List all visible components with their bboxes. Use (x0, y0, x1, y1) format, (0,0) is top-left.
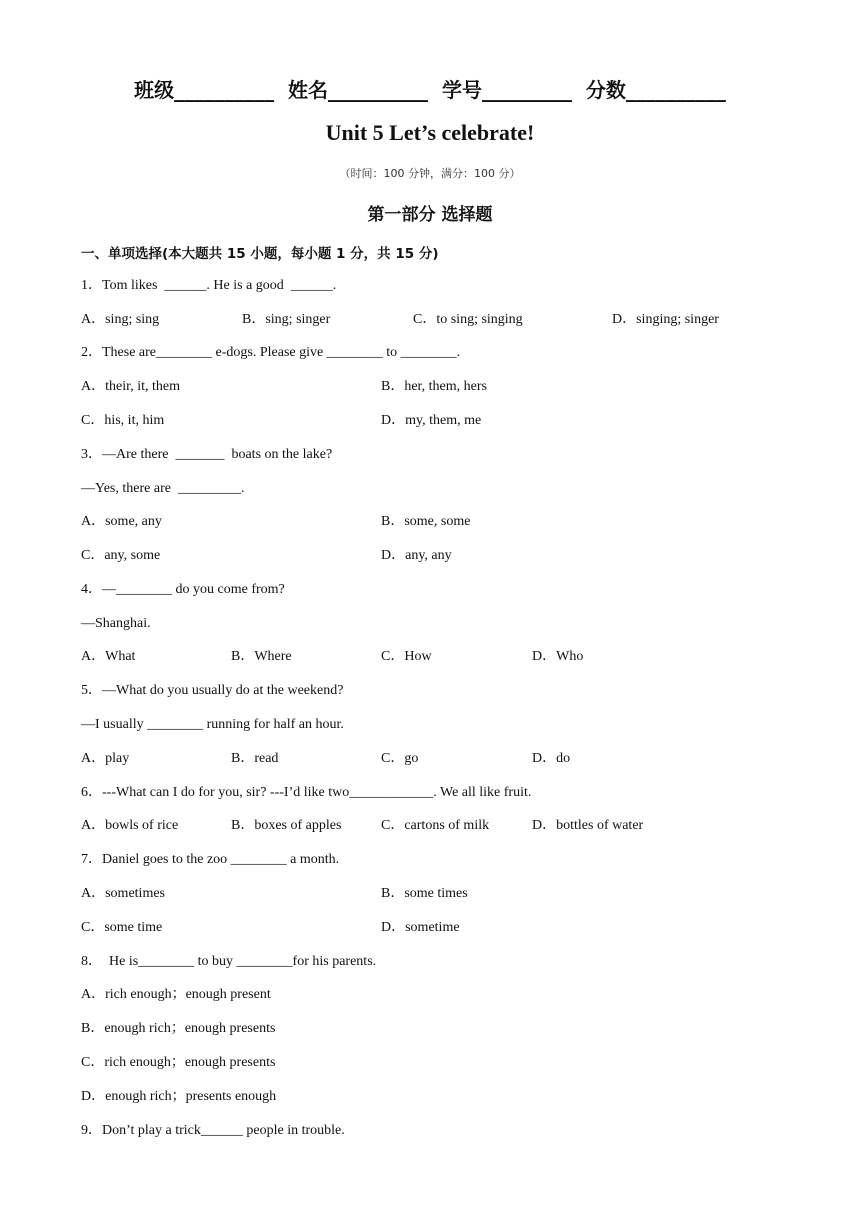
q2-option-d: D．my, them, me (381, 413, 482, 428)
q7-option-a: A．sometimes (81, 886, 165, 901)
q5-option-c: C．go (381, 751, 419, 766)
question-3-stem: 3．—Are there _______ boats on the lake? (81, 447, 333, 462)
q3-option-d: D．any, any (381, 548, 452, 563)
q6-option-d: D．bottles of water (532, 818, 644, 833)
q2-option-b: B．her, them, hers (381, 379, 487, 394)
q8-option-a: A．rich enough；enough present (81, 987, 271, 1002)
exam-time-score: （时间：100 分钟，满分：100 分） (339, 167, 521, 180)
q8-option-c: C．rich enough；enough presents (81, 1055, 276, 1070)
part-title: 第一部分 选择题 (367, 205, 493, 225)
q1-option-a: A．sing; sing (81, 312, 160, 327)
q5-option-b: B．read (231, 751, 279, 766)
q7-option-c: C．some time (81, 920, 163, 935)
q1-option-d: D．singing; singer (612, 312, 719, 327)
q5-option-d: D．do (532, 751, 571, 766)
q8-option-b: B．enough rich；enough presents (81, 1021, 276, 1036)
q7-option-d: D．sometime (381, 920, 460, 935)
question-7-stem: 7．Daniel goes to the zoo ________ a month. (81, 852, 340, 867)
question-2-stem: 2．These are________ e-dogs. Please give ________ to ________. (81, 345, 461, 360)
question-5-reply: —I usually ________ running for half an hour. (81, 717, 344, 732)
q6-option-c: C．cartons of milk (381, 818, 490, 833)
q4-option-a: A．What (81, 649, 136, 664)
q2-option-c: C．his, it, him (81, 413, 165, 428)
question-9-stem: 9．Don’t play a trick______ people in trouble. (81, 1123, 345, 1138)
q2-option-a: A．their, it, them (81, 379, 180, 394)
question-5-stem: 5．—What do you usually do at the weekend? (81, 683, 344, 698)
question-6-stem: 6．---What can I do for you, sir? ---I’d like two____________. We all like fruit. (81, 785, 532, 800)
q3-option-c: C．any, some (81, 548, 161, 563)
q1-option-c: C．to sing; singing (413, 312, 523, 327)
q8-option-d: D．enough rich；presents enough (81, 1089, 277, 1104)
q3-option-b: B．some, some (381, 514, 471, 529)
question-4-stem: 4．—________ do you come from? (81, 582, 285, 597)
q3-option-a: A．some, any (81, 514, 162, 529)
question-4-reply: —Shanghai. (81, 616, 151, 631)
q1-option-b: B．sing; singer (242, 312, 331, 327)
question-1-stem: 1．Tom likes ______. He is a good ______. (81, 278, 337, 293)
q4-option-c: C．How (381, 649, 432, 664)
q6-option-b: B．boxes of apples (231, 818, 342, 833)
q5-option-a: A．play (81, 751, 130, 766)
q4-option-d: D．Who (532, 649, 584, 664)
q4-option-b: B．Where (231, 649, 292, 664)
section-title: 一、单项选择(本大题共 15 小题，每小题 1 分，共 15 分) (81, 246, 439, 262)
question-3-reply: —Yes, there are _________. (81, 481, 245, 496)
q7-option-b: B．some times (381, 886, 468, 901)
question-8-stem: 8． He is________ to buy ________for his parents. (81, 954, 377, 969)
student-info-line: 班级__________ 姓名__________ 学号_________ 分数__________ (134, 78, 726, 102)
page-title: Unit 5 Let’s celebrate! (325, 120, 535, 145)
q6-option-a: A．bowls of rice (81, 818, 179, 833)
